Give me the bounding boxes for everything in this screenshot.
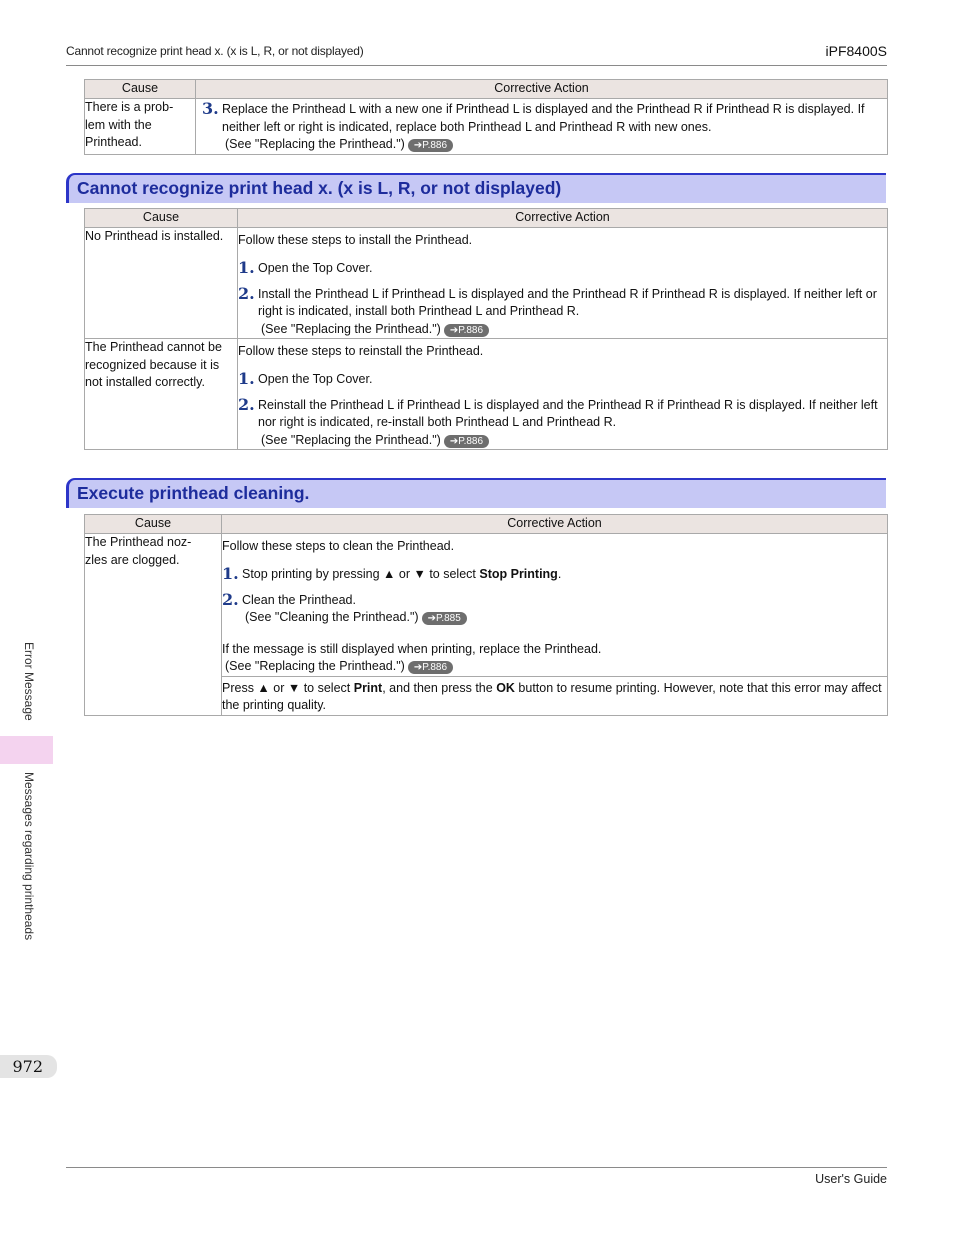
see-reference: (See "Cleaning the Printhead.") bbox=[245, 610, 419, 624]
step-number: 1. bbox=[238, 257, 255, 277]
sidebar-section: Messages regarding printheads bbox=[22, 772, 36, 941]
step-text: Open the Top Cover. bbox=[258, 371, 373, 386]
table-row bbox=[85, 99, 888, 155]
intro-text: Follow these steps to install the Printhead. bbox=[238, 233, 473, 247]
cause-cell: No Printhead is installed. bbox=[85, 228, 238, 339]
action-cell-alternative: Press ▲ or ▼ to select Print, and then press the OK button to resume printing. However, note that this error may affect the printing quality. bbox=[222, 676, 888, 715]
model-name: iPF8400S bbox=[825, 43, 887, 59]
action-cell bbox=[222, 534, 888, 677]
see-reference: (See "Replacing the Printhead.") bbox=[261, 321, 441, 336]
page-reference-link[interactable]: ➔P.886 bbox=[444, 435, 489, 448]
see-reference: (See "Replacing the Printhead.") bbox=[225, 659, 405, 673]
step-number: 2. bbox=[222, 589, 239, 609]
step-number: 3. bbox=[202, 99, 219, 118]
step-number: 1. bbox=[222, 563, 239, 583]
section-title: Cannot recognize print head x. (x is L, R, or not displayed) bbox=[77, 178, 562, 198]
action-header: Corrective Action bbox=[238, 209, 888, 228]
followup-text: If the message is still displayed when printing, replace the Printhead. bbox=[222, 641, 602, 656]
page-number: 972 bbox=[0, 1055, 57, 1078]
step-number: 2. bbox=[238, 283, 255, 303]
page-reference-link[interactable]: ➔P.886 bbox=[408, 139, 453, 152]
table-continued bbox=[84, 79, 888, 155]
intro-text: Follow these steps to reinstall the Printhead. bbox=[238, 344, 484, 358]
cause-cell: The Printhead cannot be recognized because it is not installed correctly. bbox=[85, 339, 238, 450]
step-text: Replace the Printhead L with a new one if Printhead L is displayed and the Printhead R if Printhead R is displayed. If neither left or right is indicated, replace both Printhead L and Printhead R with new ones. bbox=[222, 102, 865, 134]
table-printhead-cleaning bbox=[84, 514, 888, 716]
step-1 bbox=[238, 369, 887, 389]
cause-cell: There is a prob- lem with the Printhead. bbox=[85, 99, 196, 155]
intro-text: Follow these steps to clean the Printhead. bbox=[222, 539, 455, 553]
action-header: Corrective Action bbox=[222, 515, 888, 534]
footer-rule bbox=[66, 1167, 887, 1168]
step-text: Stop printing by pressing ▲ or ▼ to select Stop Printing. bbox=[242, 566, 562, 581]
table-row bbox=[85, 228, 888, 339]
section-heading-cannot-recognize bbox=[66, 173, 886, 203]
section-heading-printhead-cleaning bbox=[66, 478, 886, 508]
page-reference-link[interactable]: ➔P.886 bbox=[408, 661, 453, 674]
table-row bbox=[85, 339, 888, 450]
cause-header: Cause bbox=[85, 209, 238, 228]
action-header: Corrective Action bbox=[196, 80, 888, 99]
sidebar-current-marker bbox=[0, 736, 53, 764]
step-text: Reinstall the Printhead L if Printhead L is displayed and the Printhead R if Printhead R is displayed. If neither left nor right is indicated, re-install both Printhead L and Printhead R. bbox=[258, 397, 878, 429]
sidebar-chapter: Error Message bbox=[22, 642, 36, 721]
cause-header: Cause bbox=[85, 80, 196, 99]
step-text: Install the Printhead L if Printhead L is displayed and the Printhead R if Printhead R is displayed. If neither left or right is indicated, install both Printhead L and Printhead R. bbox=[258, 286, 877, 318]
action-cell bbox=[238, 339, 888, 450]
step-text: Clean the Printhead. bbox=[242, 592, 356, 607]
stop-printing-label: Stop Printing bbox=[479, 566, 558, 581]
page-reference-link[interactable]: ➔P.886 bbox=[444, 324, 489, 337]
see-reference: (See "Replacing the Printhead.") bbox=[261, 432, 441, 447]
step-2 bbox=[238, 284, 887, 339]
footer-guide-name: User's Guide bbox=[815, 1172, 887, 1186]
step-1 bbox=[222, 564, 887, 584]
table-cannot-recognize bbox=[84, 208, 888, 450]
ok-label: OK bbox=[496, 680, 515, 695]
step-number: 1. bbox=[238, 368, 255, 388]
step-1 bbox=[238, 258, 887, 278]
step-2 bbox=[222, 590, 887, 627]
running-header-title: Cannot recognize print head x. (x is L, R, or not displayed) bbox=[66, 44, 364, 58]
action-cell bbox=[196, 99, 888, 155]
page-reference-link[interactable]: ➔P.885 bbox=[422, 612, 467, 625]
step-2 bbox=[238, 395, 887, 450]
cause-header: Cause bbox=[85, 515, 222, 534]
table-row bbox=[85, 534, 888, 677]
header-rule bbox=[66, 65, 887, 66]
step-3 bbox=[202, 99, 887, 154]
see-reference: (See "Replacing the Printhead.") bbox=[225, 137, 405, 151]
step-number: 2. bbox=[238, 394, 255, 414]
step-text: Open the Top Cover. bbox=[258, 260, 373, 275]
action-cell bbox=[238, 228, 888, 339]
section-title: Execute printhead cleaning. bbox=[77, 483, 310, 503]
cause-cell: The Printhead noz- zles are clogged. bbox=[85, 534, 222, 716]
print-label: Print bbox=[353, 680, 383, 695]
